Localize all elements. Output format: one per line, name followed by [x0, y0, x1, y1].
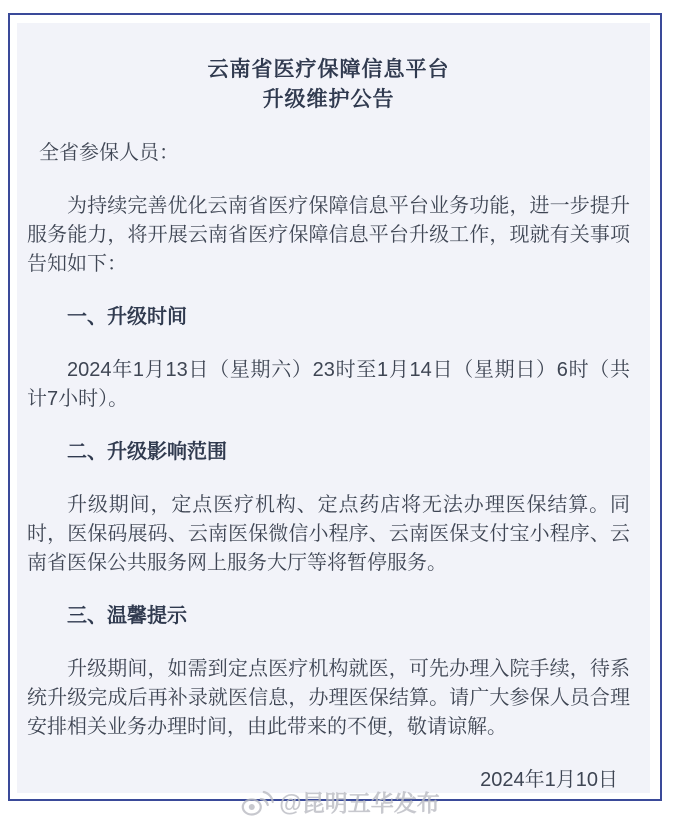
intro-paragraph: 为持续完善优化云南省医疗保障信息平台业务功能，进一步提升服务能力，将开展云南省医疗保障信息平台升级工作，现就有关事项告知如下： [27, 195, 630, 275]
section-3-body: 升级期间，如需到定点医疗机构就医，可先办理入院手续，待系统升级完成后再补录就医信息，办理医保结算。请广大参保人员合理安排相关业务办理时间，由此带来的不便，敬请谅解。 [27, 658, 630, 738]
section-2-heading: 二、升级影响范围 [67, 441, 227, 463]
watermark-handle: @昆明五华发布 [279, 790, 440, 816]
title-line-1: 云南省医疗保障信息平台 [207, 58, 450, 81]
notice-frame [8, 13, 662, 801]
date-line: 2024年1月10日 [480, 769, 618, 791]
notice-title [27, 55, 630, 115]
section-3-heading: 三、温馨提示 [67, 605, 187, 627]
title-line-2: 升级维护公告 [262, 88, 395, 111]
notice-panel [17, 23, 650, 793]
section-1-body: 2024年1月13日（星期六）23时至1月14日（星期日）6时（共计7小时）。 [27, 359, 630, 410]
section-2-body: 升级期间，定点医疗机构、定点药店将无法办理医保结算。同时，医保码展码、云南医保微信小程序、云南医保支付宝小程序、云南省医保公共服务网上服务大厅等将暂停服务。 [27, 494, 630, 574]
section-1-heading: 一、升级时间 [67, 306, 187, 328]
salutation: 全省参保人员： [39, 142, 179, 164]
